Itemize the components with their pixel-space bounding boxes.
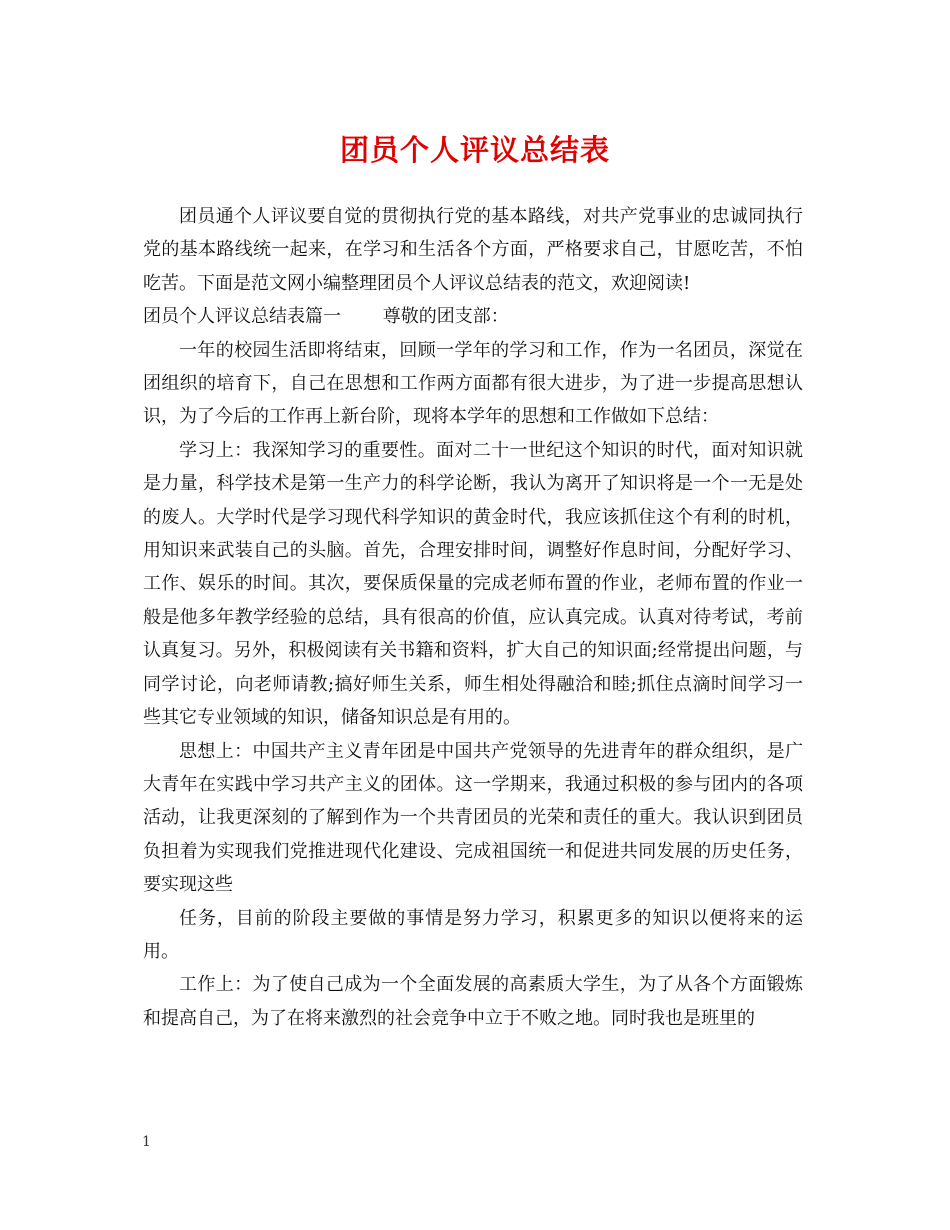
study-paragraph: 学习上：我深知学习的重要性。面对二十一世纪这个知识的时代，面对知识就是力量，科学技术是第一生产力的科学论断，我认为离开了知识将是一个一无是处的废人。大学时代是学习现代科学知识的黄金时代，我应该抓住这个有利的时机，用知识来武装自己的头脑。首先，合理安排时间，调整好作息时间，分配好学习、工作、娱乐的时间。其次，要保质保量的完成老师布置的作业，老师布置的作业一般是他多年教学经验的总结，具有很高的价值，应认真完成。认真对待考试，考前认真复习。另外，积极阅读有关书籍和资料，扩大自己的知识面;经常提出问题，与同学讨论，向老师请教;搞好师生关系，师生相处得融洽和睦;抓住点滴时间学习一些其它专业领域的知识，储备知识总是有用的。: [143, 439, 803, 729]
section-heading: 团员个人评议总结表篇一 尊敬的团支部：: [143, 306, 509, 328]
page-number: 1: [142, 1134, 151, 1150]
intro-paragraph: 团员通个人评议要自觉的贯彻执行党的基本路线，对共产党事业的忠诚同执行党的基本路线统一起来，在学习和生活各个方面，严格要求自己，甘愿吃苦，不怕吃苦。下面是范文网小编整理团员个人评议总结表的范文，欢迎阅读!: [143, 206, 803, 294]
document-body: [143, 200, 803, 1035]
body-paragraph: 一年的校园生活即将结束，回顾一学年的学习和工作，作为一名团员，深觉在团组织的培育下，自己在思想和工作两方面都有很大进步，为了进一步提高思想认识，为了今后的工作再上新台阶，现将本学年的思想和工作做如下总结：: [143, 339, 803, 428]
document-title: 团员个人评议总结表: [339, 133, 610, 167]
work-paragraph: 工作上：为了使自己成为一个全面发展的高素质大学生，为了从各个方面锻炼和提高自己，为了在将来激烈的社会竞争中立于不败之地。同时我也是班里的: [143, 974, 803, 1029]
task-paragraph: 任务，目前的阶段主要做的事情是努力学习，积累更多的知识以便将来的运用。: [143, 907, 803, 962]
thought-paragraph: 思想上：中国共产主义青年团是中国共产党领导的先进青年的群众组织，是广大青年在实践中学习共产主义的团体。这一学期来，我通过积极的参与团内的各项活动，让我更深刻的了解到作为一个共青团员的光荣和责任的重大。我认识到团员负担着为实现我们党推进现代化建设、完成祖国统一和促进共同发展的历史任务，要实现这些: [143, 740, 803, 896]
